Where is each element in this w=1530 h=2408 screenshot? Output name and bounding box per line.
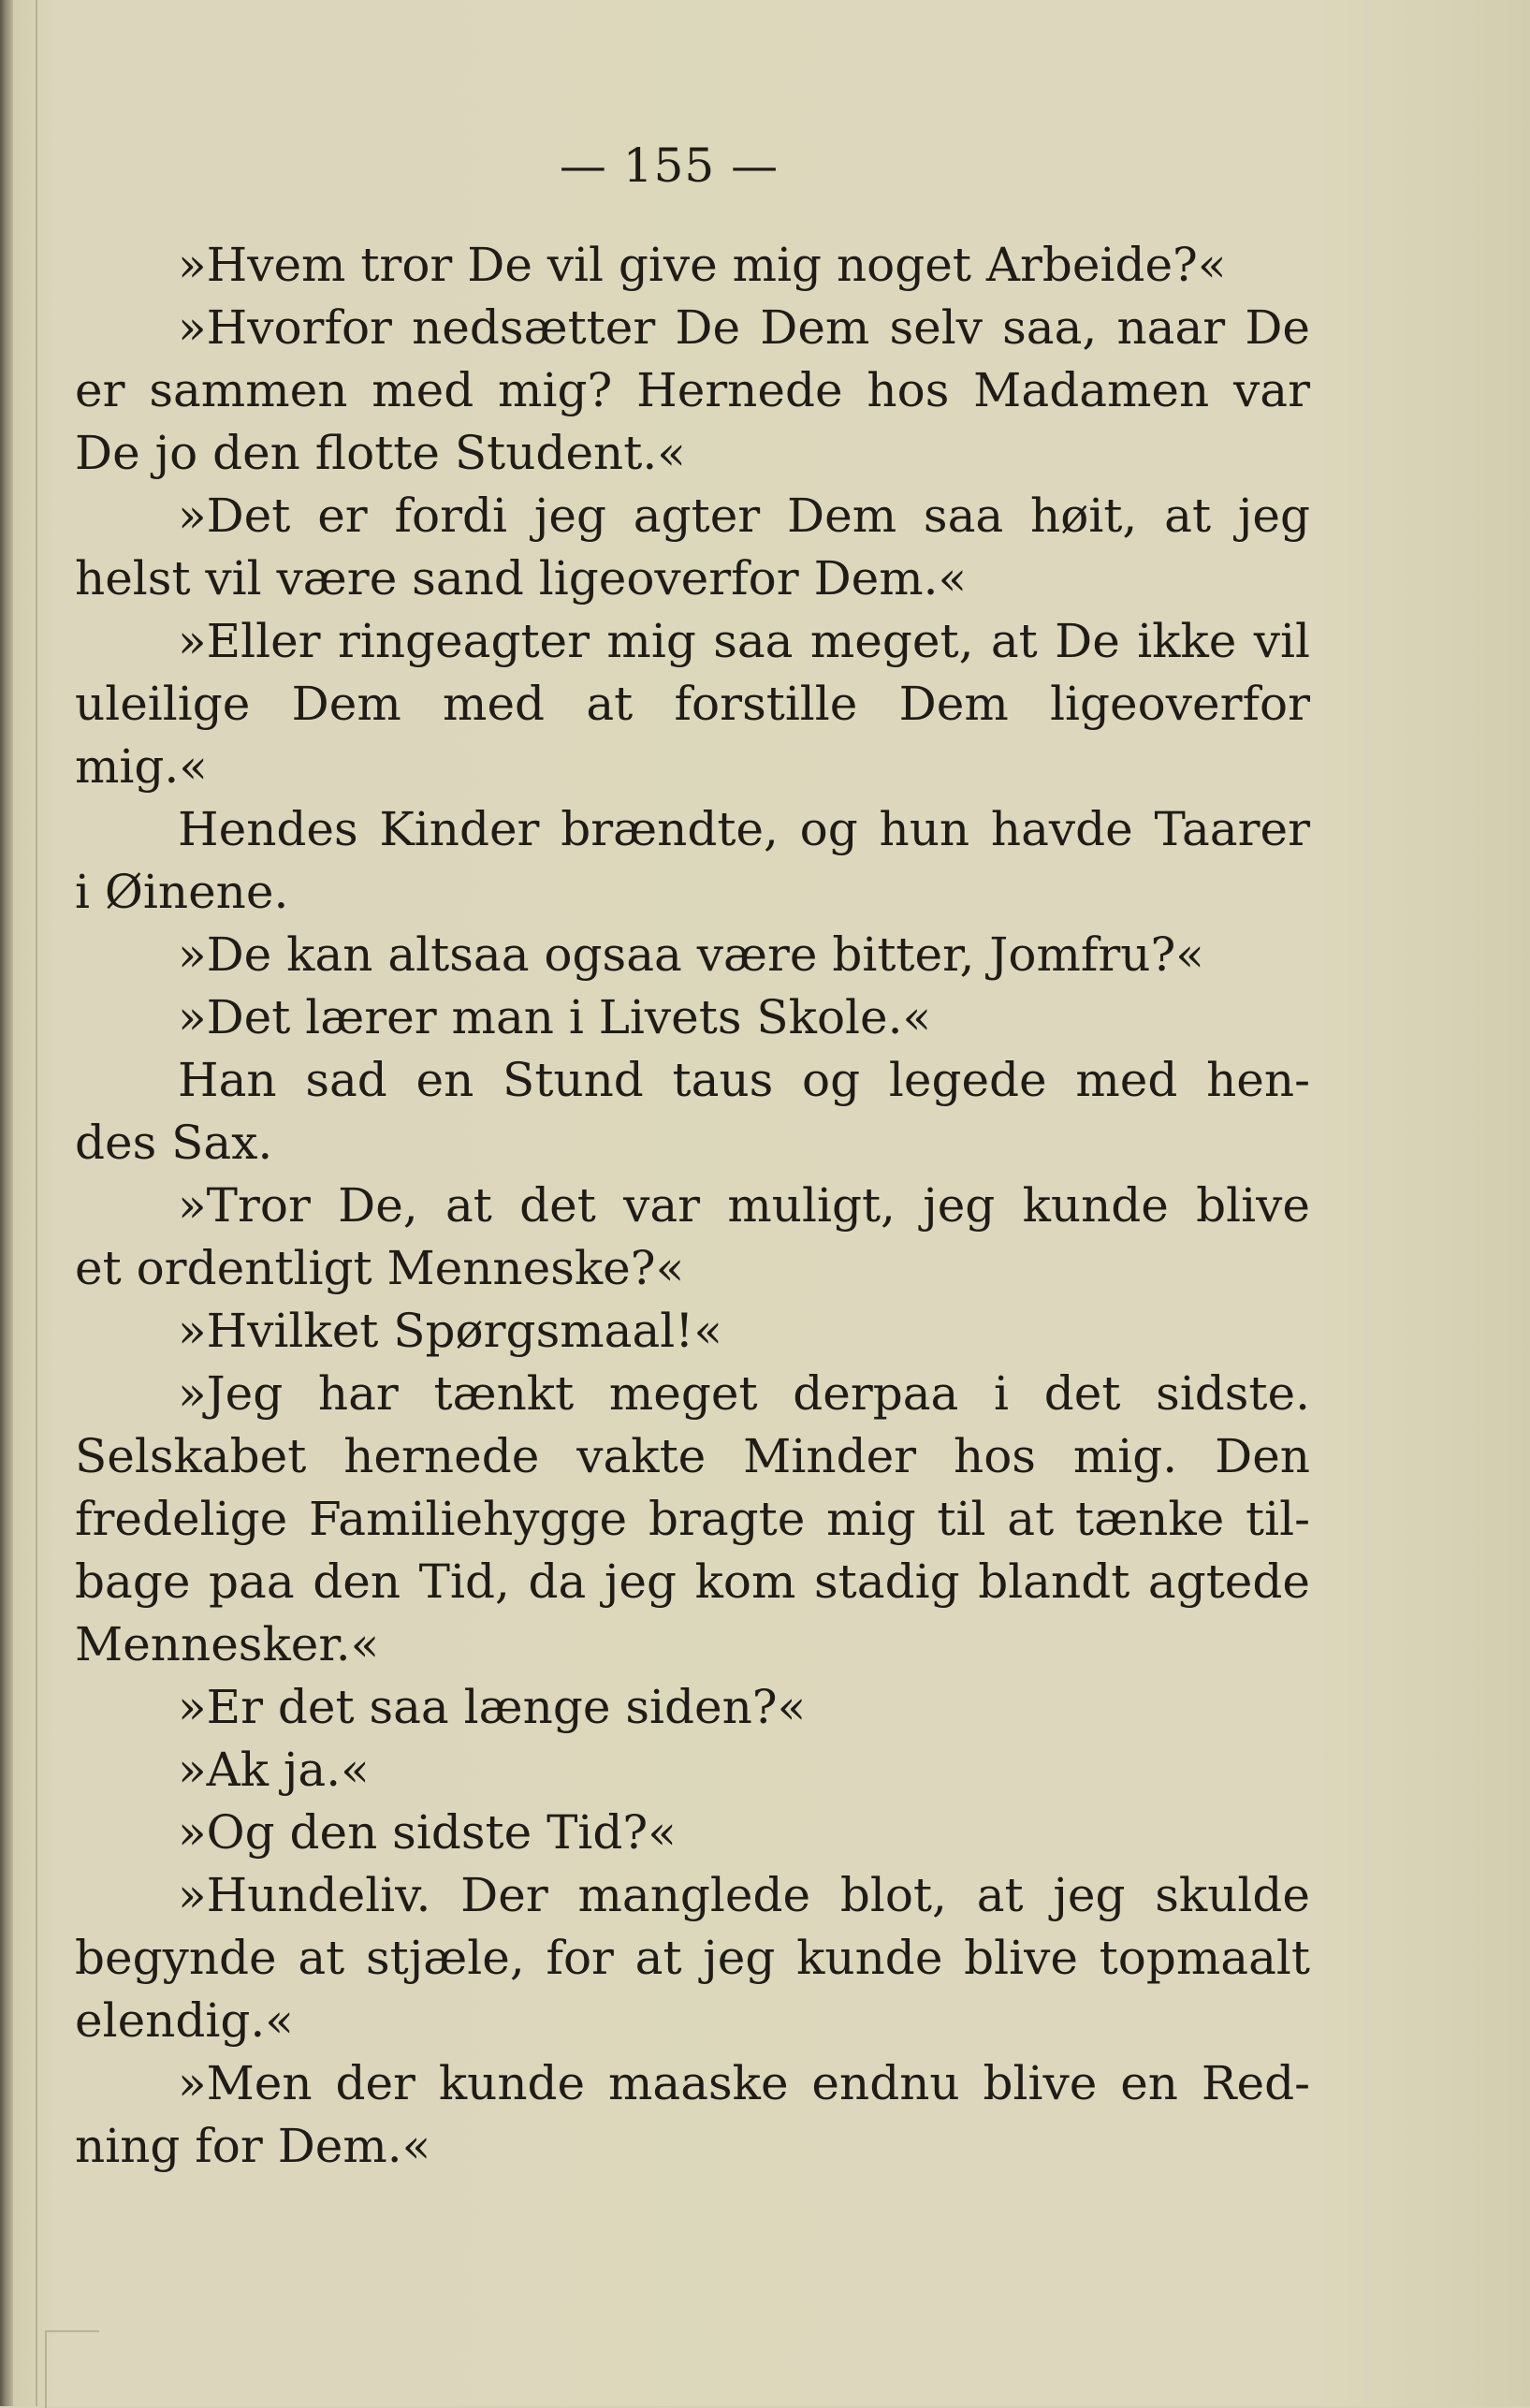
text-line: »Hundeliv. Der manglede blot, at jeg skulde xyxy=(178,1868,1310,1922)
text-line: elendig.« xyxy=(75,1993,294,2048)
text-line: De jo den flotte Student.« xyxy=(75,426,686,480)
text-line: »Ak ja.« xyxy=(178,1743,370,1797)
body-text xyxy=(75,234,1310,2178)
text-line: »Men der kunde maaske endnu blive en Red- xyxy=(178,2056,1310,2110)
text-line: »De kan altsaa ogsaa være bitter, Jomfru?« xyxy=(178,927,1204,982)
text-line: et ordentligt Menneske?« xyxy=(75,1241,685,1295)
text-line: »Det lærer man i Livets Skole.« xyxy=(178,990,932,1044)
text-line: Hendes Kinder brændte, og hun havde Taarer xyxy=(178,802,1310,856)
text-line: »Eller ringeagter mig saa meget, at De ikke vil xyxy=(178,614,1310,668)
text-line: »Hvorfor nedsætter De Dem selv saa, naar De xyxy=(178,300,1310,355)
text-line: begynde at stjæle, for at jeg kunde blive topmaalt xyxy=(75,1931,1310,1985)
text-line: ning for Dem.« xyxy=(75,2119,431,2173)
text-line: i Øinene. xyxy=(75,865,289,919)
page-corner-mark xyxy=(45,2330,99,2408)
binding-edge xyxy=(0,0,13,2406)
text-line: helst vil være sand ligeoverfor Dem.« xyxy=(75,551,968,606)
text-line: bage paa den Tid, da jeg kom stadig blandt agtede xyxy=(75,1554,1310,1609)
text-line: »Jeg har tænkt meget derpaa i det sidste. xyxy=(178,1366,1310,1421)
text-line: »Og den sidste Tid?« xyxy=(178,1805,677,1860)
text-line: Han sad en Stund taus og legede med hen- xyxy=(178,1053,1310,1107)
text-line: mig.« xyxy=(75,739,208,794)
text-line: »Tror De, at det var muligt, jeg kunde blive xyxy=(178,1178,1310,1233)
page-number: — 155 — xyxy=(559,139,780,193)
text-line: er sammen med mig? Hernede hos Madamen var xyxy=(75,363,1310,417)
text-line: Selskabet hernede vakte Minder hos mig. Den xyxy=(75,1429,1310,1483)
text-line: fredelige Familiehygge bragte mig til at tænke til- xyxy=(75,1492,1310,1546)
text-line: Mennesker.« xyxy=(75,1617,380,1671)
text-line: uleilige Dem med at forstille Dem ligeoverfor xyxy=(75,677,1310,731)
text-line: »Hvem tror De vil give mig noget Arbeide?« xyxy=(178,238,1227,292)
text-line: »Det er fordi jeg agter Dem saa høit, at jeg xyxy=(178,489,1310,543)
text-line: »Hvilket Spørgsmaal!« xyxy=(178,1304,722,1358)
text-line: des Sax. xyxy=(75,1116,273,1170)
gutter-line xyxy=(36,0,37,2406)
text-line: »Er det saa længe siden?« xyxy=(178,1680,807,1734)
